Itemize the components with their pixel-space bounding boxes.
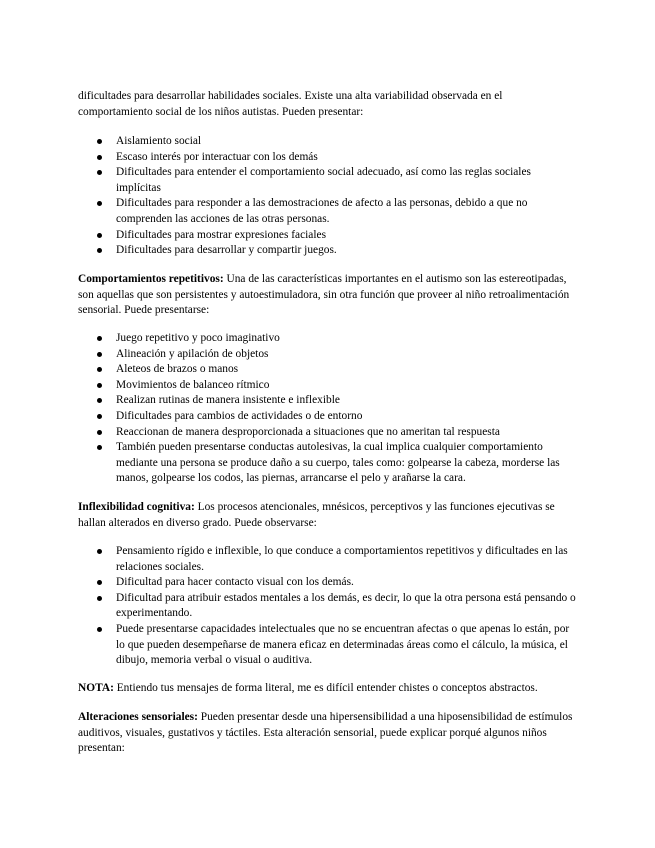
- repetitive-behaviors-paragraph: [78, 272, 578, 319]
- list-item: Dificultades para desarrollar y compartir juegos.: [0, 243, 576, 259]
- intro-text: dificultades para desarrollar habilidades sociales. Existe una alta variabilidad observada en el comportamiento social de los niños autistas. Pueden presentar:: [78, 90, 503, 118]
- list-item: Aislamiento social: [0, 134, 576, 150]
- list-item: Movimientos de balanceo rítmico: [0, 378, 576, 394]
- list-item: Dificultades para responder a las demostraciones de afecto a las personas, debido a que no comprenden las acciones de las otras personas.: [0, 196, 576, 227]
- sensory-alterations-paragraph: [78, 710, 578, 757]
- list-item: Dificultades para mostrar expresiones faciales: [0, 228, 576, 244]
- list-item: Pensamiento rígido e inflexible, lo que conduce a comportamientos repetitivos y dificultades en las relaciones sociales.: [0, 544, 576, 575]
- section-heading: Comportamientos repetitivos:: [78, 273, 224, 285]
- note-paragraph: [78, 681, 578, 697]
- list-item: Alineación y apilación de objetos: [0, 347, 576, 363]
- list-item: Juego repetitivo y poco imaginativo: [0, 331, 576, 347]
- list-item: Realizan rutinas de manera insistente e inflexible: [0, 393, 576, 409]
- section-text: Pueden presentar desde una hipersensibilidad a una hiposensibilidad de estímulos auditivos, visuales, gustativos y táctiles. Esta alteración sensorial, puede explicar porqué algunos niños presentan:: [78, 711, 573, 755]
- list-item: Dificultades para cambios de actividades o de entorno: [0, 409, 576, 425]
- list-item: Reaccionan de manera desproporcionada a situaciones que no ameritan tal respuesta: [0, 425, 576, 441]
- list-item: Puede presentarse capacidades intelectuales que no se encuentran afectas o que apenas lo están, por lo que pueden desempeñarse de manera eficaz en determinadas áreas como el cálculo, la música, el dibujo, memoria verbal o visual o auditiva.: [0, 622, 576, 669]
- repetitive-behaviors-list: [0, 331, 655, 487]
- list-item: También pueden presentarse conductas autolesivas, la cual implica cualquier comportamiento mediante una persona se produce daño a su cuerpo, tales como: golpearse la cabeza, morderse las manos, golpearse los codos, las piernas, arrancarse el pelo y arañarse la cara.: [0, 440, 576, 487]
- list-item: Aleteos de brazos o manos: [0, 362, 576, 378]
- cognitive-inflexibility-paragraph: [78, 500, 578, 531]
- note-heading: NOTA:: [78, 682, 114, 694]
- note-text: Entiendo tus mensajes de forma literal, me es difícil entender chistes o conceptos abstractos.: [113, 682, 538, 694]
- list-item: Dificultad para hacer contacto visual con los demás.: [0, 575, 576, 591]
- section-text: Una de las características importantes en el autismo son las estereotipadas, son aquellas que son persistentes y autoestimuladora, sin otra función que proveer al niño retroalimentación sensorial. Puede presentarse:: [78, 273, 570, 317]
- list-item: Escaso interés por interactuar con los demás: [0, 150, 576, 166]
- social-difficulties-list: [0, 134, 655, 259]
- intro-paragraph: [78, 89, 578, 120]
- section-heading: Alteraciones sensoriales:: [78, 711, 198, 723]
- list-item: Dificultades para entender el comportamiento social adecuado, así como las reglas sociales implícitas: [0, 165, 576, 196]
- cognitive-inflexibility-list: [0, 544, 655, 669]
- section-heading: Inflexibilidad cognitiva:: [78, 501, 195, 513]
- section-text: Los procesos atencionales, mnésicos, perceptivos y las funciones ejecutivas se hallan alterados en diverso grado. Puede observarse:: [78, 501, 555, 529]
- list-item: Dificultad para atribuir estados mentales a los demás, es decir, lo que la otra persona está pensando o experimentando.: [0, 591, 576, 622]
